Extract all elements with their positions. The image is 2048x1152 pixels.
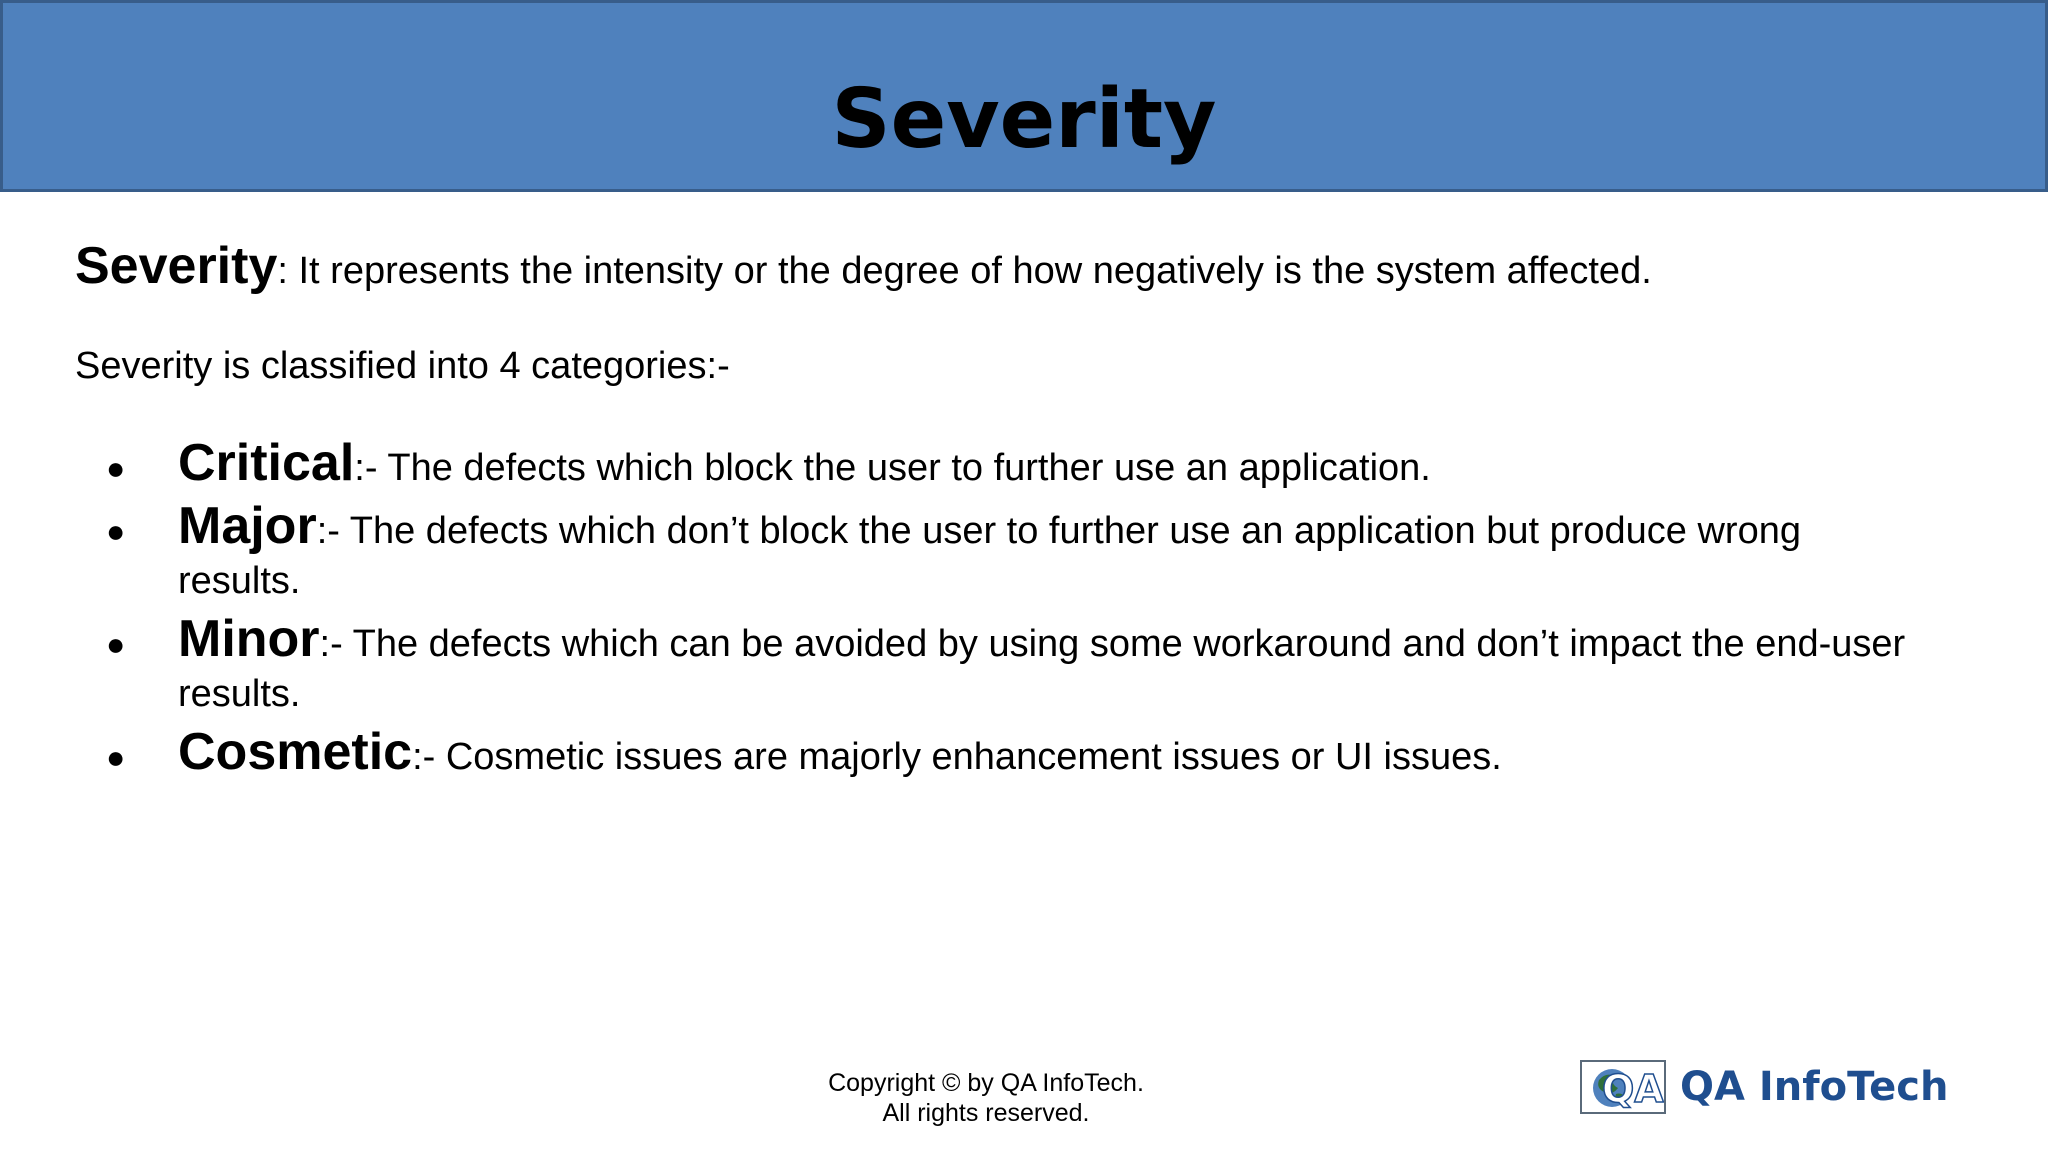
category-description: :- The defects which can be avoided by using some workaround and don’t impact the end-user results.	[178, 623, 1906, 715]
list-item-critical	[100, 434, 1920, 493]
category-term: Critical	[178, 434, 355, 492]
logo-text: QA InfoTech	[1680, 1064, 1949, 1110]
bullet-icon: ●	[106, 626, 126, 662]
severity-category-list	[100, 434, 1920, 790]
copyright-line: Copyright © by QA InfoTech.	[828, 1069, 1144, 1097]
list-item-major	[100, 497, 1920, 606]
svg-text:QA: QA	[1602, 1067, 1664, 1111]
list-item-cosmetic	[100, 723, 1920, 782]
category-description: :- The defects which don’t block the user to further use an application but produce wrong results.	[178, 510, 1801, 602]
qa-globe-logo-icon	[1580, 1060, 1666, 1114]
slide-title: Severity	[831, 72, 1217, 167]
definition-term: Severity	[75, 237, 278, 295]
definition-text: : It represents the intensity or the degree of how negatively is the system affected.	[277, 250, 1652, 292]
categories-intro: Severity is classified into 4 categories:-	[75, 345, 730, 387]
rights-line: All rights reserved.	[882, 1099, 1090, 1127]
category-term: Major	[178, 497, 317, 555]
bullet-icon: ●	[106, 450, 126, 486]
copyright-notice	[736, 1068, 1236, 1128]
severity-definition	[75, 236, 1975, 301]
category-description: :- Cosmetic issues are majorly enhancement issues or UI issues.	[412, 736, 1502, 778]
category-description: :- The defects which block the user to further use an application.	[354, 447, 1431, 489]
bullet-icon: ●	[106, 739, 126, 775]
company-logo	[1580, 1057, 1948, 1117]
category-term: Cosmetic	[178, 723, 413, 781]
bullet-icon: ●	[106, 513, 126, 549]
list-item-minor	[100, 610, 1920, 719]
category-term: Minor	[178, 610, 320, 668]
